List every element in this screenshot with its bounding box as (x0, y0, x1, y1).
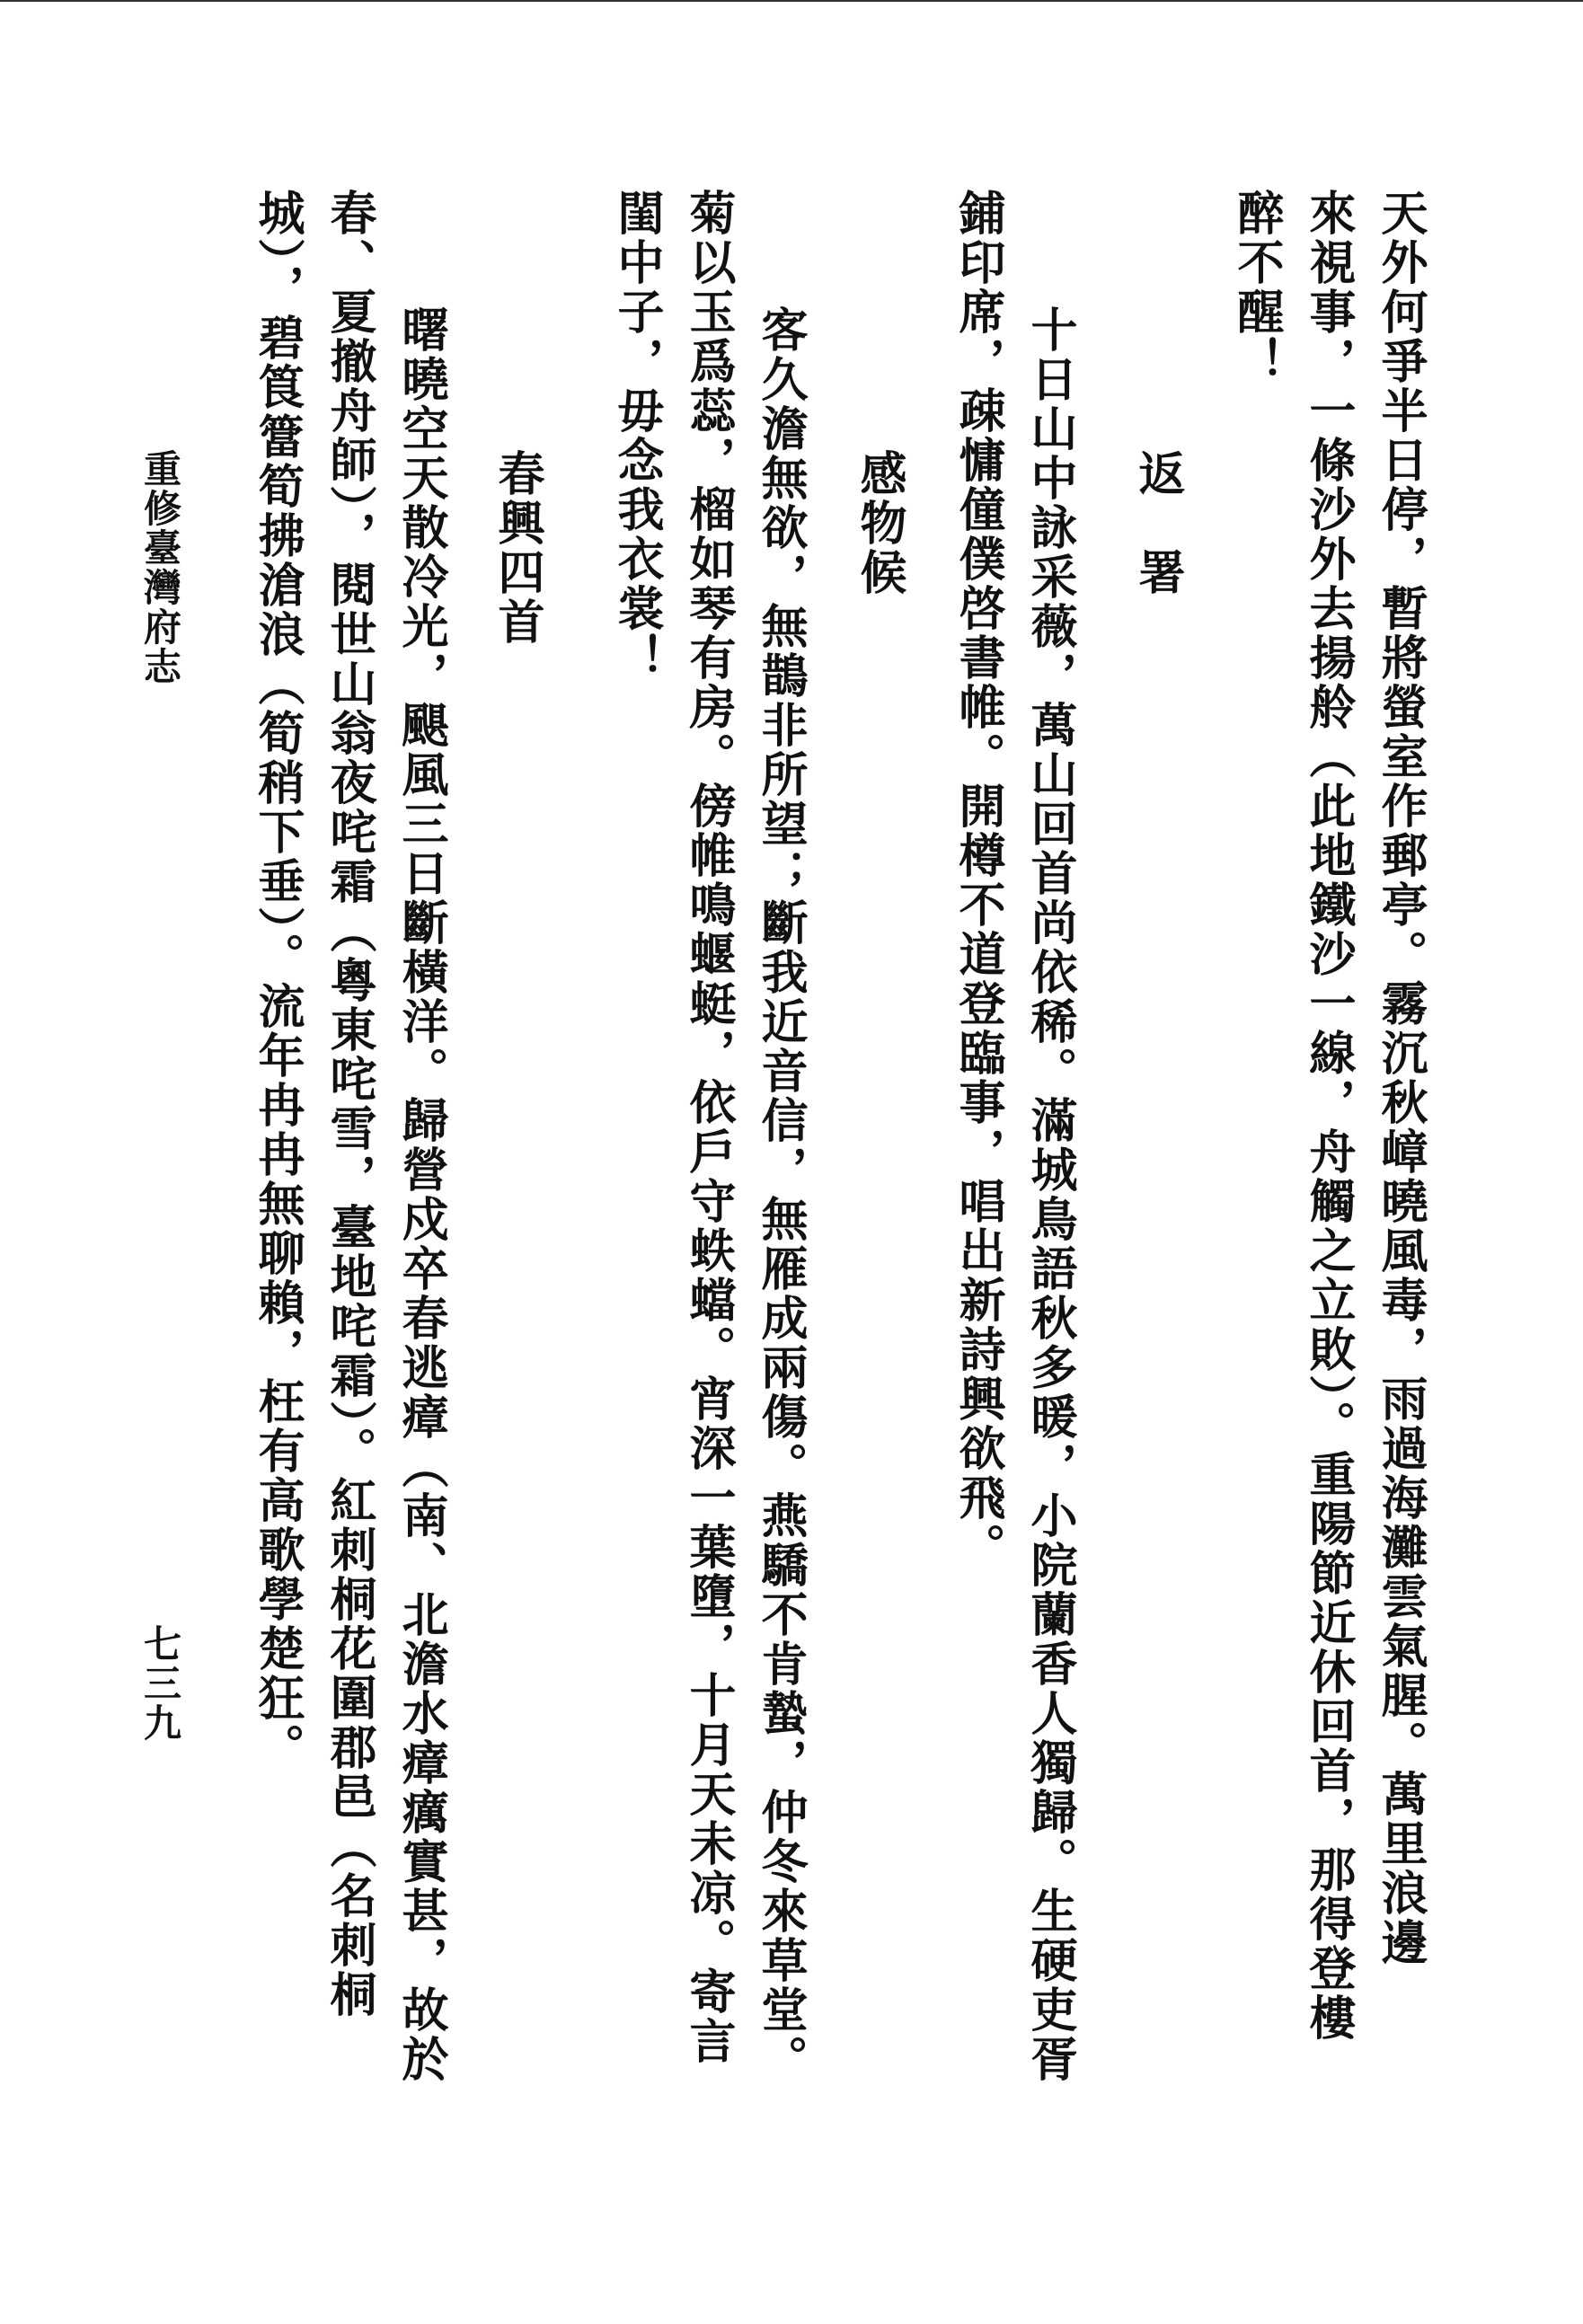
top-rule (0, 0, 1583, 2)
text-column-9: 菊以玉爲蕊，榴如琴有房。傍帷鳴蝘蜓，依戶守蛈蟷。宵深一葉墮，十月天未凉。寄言 (681, 189, 736, 2066)
text-column-5: 十日山中詠采薇，萬山回首尚依稀。滿城鳥語秋多暖，小院蘭香人獨歸。生硬吏胥 (1022, 305, 1077, 2084)
poem-title-fanshu: 返 署 (1130, 449, 1185, 597)
poem-title-ganwuhou: 感物候 (852, 449, 906, 597)
text-column-10: 閨中子，毋念我衣裳！ (609, 189, 664, 683)
text-column-2: 來視事，一條沙外去揚舲（此地鐵沙一線，舟觸之立敗）。重陽節近休回首，那得登樓 (1301, 189, 1356, 2043)
text-column-8: 客久澹無欲，無鵲非所望；斷我近音信，無雁成兩傷。燕驕不肯蟄，仲冬來草堂。 (753, 305, 808, 2084)
text-column-13: 春、夏撤舟師），閱世山翁夜咤霜（粵東咤雪，臺地咤霜）。紅刺桐花圍郡邑（名刺桐 (322, 189, 376, 2019)
text-column-3: 醉不醒！ (1229, 189, 1284, 386)
page-number: 七三九 (138, 1624, 182, 1743)
book-title: 重修臺灣府志 (138, 449, 182, 686)
text-column-14: 城），碧筤簹筍拂滄浪（筍稍下垂）。流年冉冉無聊賴，枉有高歌學楚狂。 (250, 189, 305, 1772)
text-column-12: 曙曉空天散冷光，颶風三日斷橫洋。歸營戍卒春逃瘴（南、北澹水瘴癘實甚，故於 (394, 305, 448, 2084)
poem-title-chunxing: 春興四首 (490, 449, 544, 647)
text-column-6: 鋪印席，疎慵僮僕啓書帷。開樽不道登臨事，唱出新詩興欲飛。 (951, 189, 1005, 1572)
text-column-1: 天外何爭半日停，暫將螢室作郵亭。霧沉秋嶂曉風毒，雨過海灘雲氣腥。萬里浪邊 (1373, 189, 1428, 1967)
